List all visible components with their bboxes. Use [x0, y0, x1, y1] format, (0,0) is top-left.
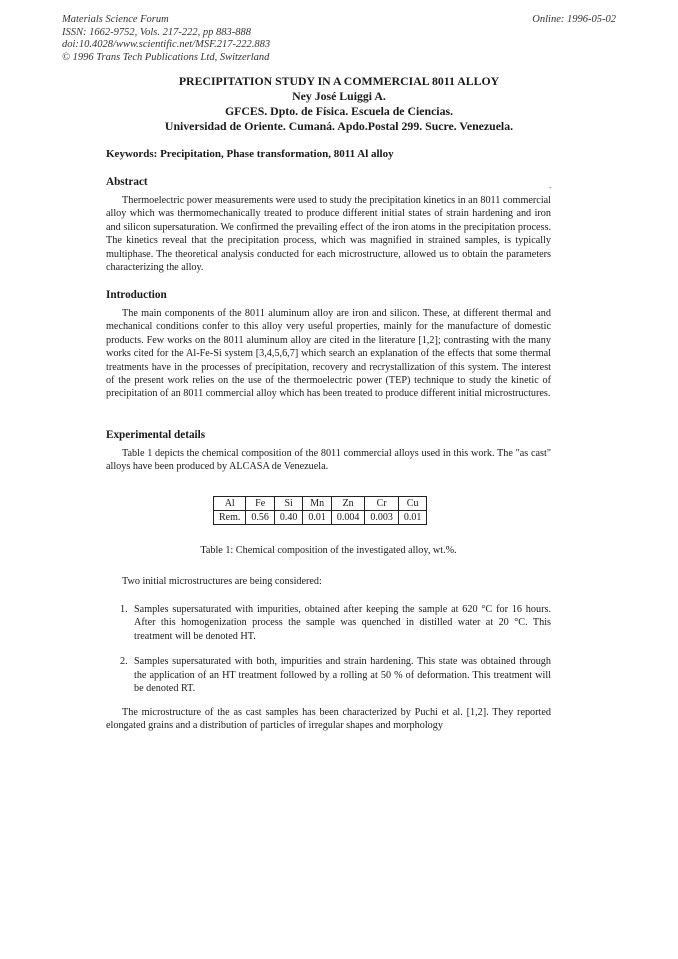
list-item-text: Samples supersaturated with both, impurities and strain hardening. This state was obtained through the application of an HT treatment followed by a rolling at 50 % of deformation. This treatment will be denoted RT.	[134, 656, 551, 695]
introduction-heading: Introduction	[106, 289, 167, 301]
table-header-cell: Cu	[398, 497, 427, 511]
paper-title: PRECIPITATION STUDY IN A COMMERCIAL 8011 ALLOY	[178, 74, 500, 88]
abstract-text: Thermoelectric power measurements were used to study the precipitation kinetics in an 8011 commercial alloy which was thermomechanically treated to produce different initial states of strain hardening and iron and silicon supersaturation. We confirmed the prevailing effect of the iron atoms in the precipitation process. The kinetics reveal that the precipitation process, which was magnified in strained samples, is typically multiphase. The theoretical analysis conducted for each microstructure, allowed us to obtain the parameters characterizing the alloy.	[106, 195, 551, 274]
list-item-number: 2.	[120, 656, 128, 668]
table-header-cell: Al	[214, 497, 246, 511]
composition-table	[213, 496, 427, 525]
list-item-text: Samples supersaturated with impurities, obtained after keeping the sample at 620 °C for 16 hours. After this homogenization process the sample was quenched in distilled water at 20 °C. This treatment will be denoted HT.	[134, 604, 551, 642]
closing-text: The microstructure of the as cast samples has been characterized by Puchi et al. [1,2]. They reported elongated grains and a distribution of particles of irregular shapes and morphology	[106, 707, 551, 732]
experimental-body	[106, 447, 551, 474]
microstructures-intro: Two initial microstructures are being considered:	[122, 576, 322, 587]
list-item-number: 1.	[120, 604, 128, 615]
experimental-heading: Experimental details	[106, 429, 206, 441]
online-date: Online: 1996-05-02	[532, 14, 616, 25]
introduction-body	[106, 307, 551, 401]
author-name: Ney José Luiggi A.	[292, 89, 386, 103]
abstract-body	[106, 194, 551, 274]
treatment-list	[106, 603, 551, 695]
list-item	[106, 603, 551, 643]
table-header-cell: Fe	[246, 497, 275, 511]
copyright-line: © 1996 Trans Tech Publications Ltd, Switzerland	[62, 51, 270, 63]
title-block	[100, 74, 578, 134]
table-header-cell: Mn	[303, 497, 332, 511]
introduction-text: The main components of the 8011 aluminum alloy are iron and silicon. These, at different thermal and mechanical conditions confer to this alloy very useful properties, mainly for the manufacture of domestic products. Few works on the 8011 aluminum alloy are cited in the literature [1,2]; contrasting with the many works cited for the Al-Fe-Si system [3,4,5,6,7] which search an explanation of the effects that some thermal treatments have in the processes of precipitation, recovery and recrystallization of this system. The interest of the present work relies on the use of the thermoelectric power (TEP) technique to study the kinetic of precipitation of an 8011 commercial alloy which has been treated to produce different initial microstructures.	[106, 308, 551, 400]
table-cell: 0.01	[303, 511, 332, 525]
journal-name: Materials Science Forum	[62, 14, 169, 25]
publication-metadata	[62, 14, 270, 64]
issn-line: ISSN: 1662-9752, Vols. 217-222, pp 883-888	[62, 26, 251, 38]
table-cell: 0.01	[398, 511, 427, 525]
keywords: Keywords: Precipitation, Phase transformation, 8011 Al alloy	[106, 148, 394, 160]
table-header-cell: Cr	[365, 497, 399, 511]
composition-table-wrap	[213, 496, 427, 525]
closing-paragraph	[106, 706, 551, 733]
table-cell: 0.40	[274, 511, 303, 525]
table-cell: Rem.	[214, 511, 246, 525]
affiliation-line-2: Universidad de Oriente. Cumaná. Apdo.Postal 299. Sucre. Venezuela.	[164, 119, 514, 133]
table-caption: Table 1: Chemical composition of the investigated alloy, wt.%.	[200, 545, 457, 556]
experimental-text: Table 1 depicts the chemical composition of the 8011 commercial alloys used in this work. The "as cast" alloys have been produced by ALCASA de Venezuela.	[106, 448, 551, 473]
stray-mark: -	[549, 183, 552, 192]
abstract-heading: Abstract	[106, 176, 148, 188]
doi-link[interactable]: doi:10.4028/www.scientific.net/MSF.217-222.883	[62, 39, 271, 50]
table-header-cell: Si	[274, 497, 303, 511]
table-cell: 0.003	[365, 511, 399, 525]
table-cell: 0.56	[246, 511, 275, 525]
table-header-cell: Zn	[331, 497, 365, 511]
table-cell: 0.004	[331, 511, 365, 525]
table-header-row	[214, 497, 427, 511]
affiliation-line-1: GFCES. Dpto. de Física. Escuela de Ciencias.	[224, 104, 454, 118]
list-item	[106, 655, 551, 695]
table-row	[214, 511, 427, 525]
